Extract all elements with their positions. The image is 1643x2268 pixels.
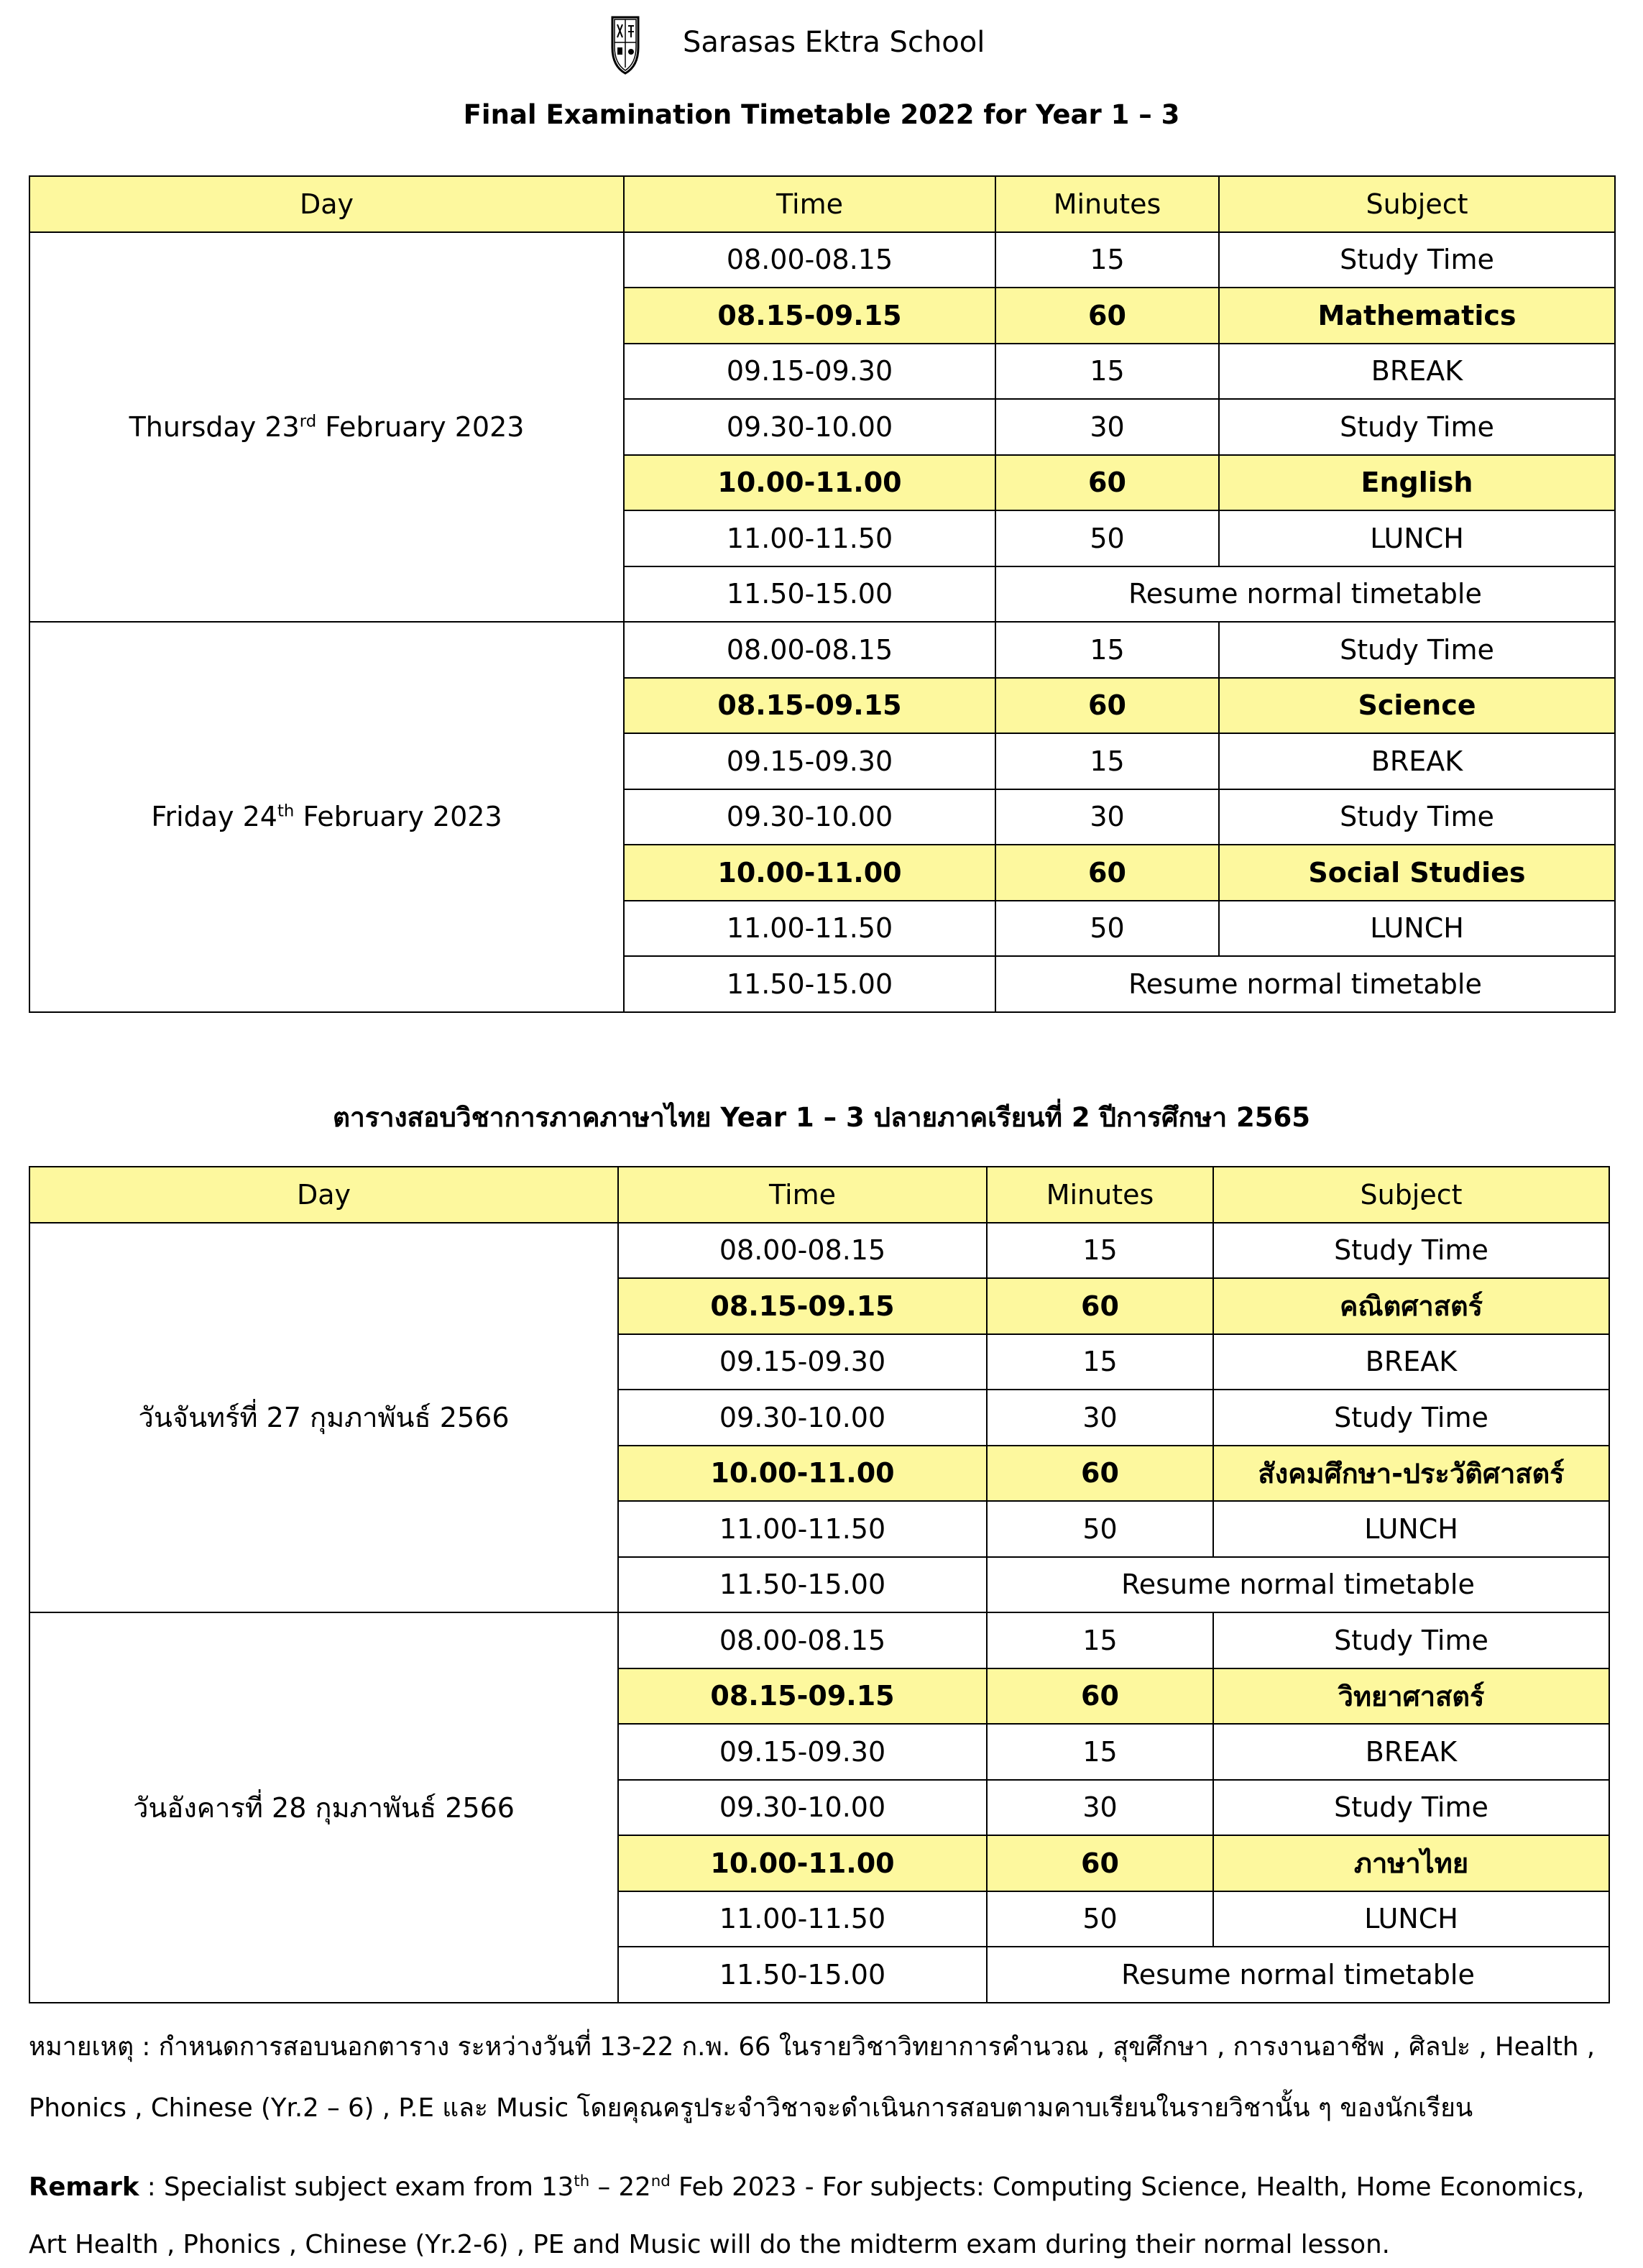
time-cell: 11.50-15.00 <box>624 566 995 623</box>
section-title-english: Final Examination Timetable 2022 for Year 1 – 3 <box>463 99 1180 130</box>
thai-note-line-2: Phonics , Chinese (Yr.2 – 6) , P.E และ Music โดยคุณครูประจำวิชาจะดำเนินการสอบตามคาบเรียนในรายวิชานั้น ๆ ของนักเรียน <box>29 2093 1473 2123</box>
table-header-row <box>29 176 1615 232</box>
minutes-cell: 60 <box>987 1278 1213 1334</box>
column-header-minutes: Minutes <box>987 1167 1213 1223</box>
minutes-cell: 15 <box>987 1223 1213 1279</box>
column-header-time: Time <box>618 1167 987 1223</box>
time-cell: 08.00-08.15 <box>618 1223 987 1279</box>
minutes-cell: 60 <box>995 288 1219 344</box>
column-header-subject: Subject <box>1213 1167 1609 1223</box>
minutes-cell: 15 <box>987 1612 1213 1668</box>
time-cell: 11.50-15.00 <box>618 1557 987 1613</box>
time-cell: 08.15-09.15 <box>618 1278 987 1334</box>
minutes-cell: 30 <box>987 1780 1213 1836</box>
minutes-cell: 15 <box>995 733 1219 789</box>
column-header-minutes: Minutes <box>995 176 1219 232</box>
minutes-cell: 15 <box>995 344 1219 400</box>
subject-cell: LUNCH <box>1213 1891 1609 1947</box>
time-cell: 09.15-09.30 <box>624 733 995 789</box>
subject-cell: BREAK <box>1219 733 1615 789</box>
exam-timetable-english <box>29 175 1616 1013</box>
minutes-cell: 60 <box>987 1446 1213 1502</box>
subject-cell: BREAK <box>1213 1724 1609 1780</box>
remark-label: Remark <box>29 2172 139 2202</box>
column-header-day: Day <box>29 1167 618 1223</box>
school-crest-icon <box>611 10 640 75</box>
subject-cell: BREAK <box>1213 1334 1609 1390</box>
subject-cell: Study Time <box>1213 1612 1609 1668</box>
day-cell: Friday 24th February 2023 <box>29 622 624 1012</box>
subject-cell: Study Time <box>1219 399 1615 455</box>
time-cell: 09.30-10.00 <box>618 1780 987 1836</box>
subject-cell: English <box>1219 455 1615 511</box>
column-header-day: Day <box>29 176 624 232</box>
time-cell: 08.15-09.15 <box>624 678 995 734</box>
time-cell: 11.00-11.50 <box>618 1501 987 1557</box>
remark-line-2: Art Health , Phonics , Chinese (Yr.2-6) , PE and Music will do the midterm exam during their normal lesson. <box>29 2230 1390 2259</box>
minutes-cell: 50 <box>995 901 1219 957</box>
minutes-cell: 60 <box>995 845 1219 901</box>
table-row <box>29 622 1615 678</box>
minutes-cell: 15 <box>987 1724 1213 1780</box>
time-cell: 08.00-08.15 <box>624 622 995 678</box>
resume-normal-cell: Resume normal timetable <box>995 566 1615 623</box>
day-cell: Thursday 23rd February 2023 <box>29 232 624 623</box>
minutes-cell: 60 <box>995 678 1219 734</box>
time-cell: 11.00-11.50 <box>624 510 995 566</box>
thai-note-line-1: หมายเหตุ : กำหนดการสอบนอกตาราง ระหว่างวันที่ 13-22 ก.พ. 66 ในรายวิชาวิทยาการคำนวณ , สุขศึกษา , การงานอาชีพ , ศิลปะ , Health , <box>29 2032 1596 2062</box>
day-cell: วันจันทร์ที่ 27 กุมภาพันธ์ 2566 <box>29 1223 618 1613</box>
time-cell: 10.00-11.00 <box>624 455 995 511</box>
time-cell: 10.00-11.00 <box>618 1446 987 1502</box>
subject-cell: BREAK <box>1219 344 1615 400</box>
section-title-thai: ตารางสอบวิชาการภาคภาษาไทย Year 1 – 3 ปลายภาคเรียนที่ 2 ปีการศึกษา 2565 <box>333 1102 1310 1133</box>
time-cell: 09.30-10.00 <box>618 1390 987 1446</box>
minutes-cell: 60 <box>987 1835 1213 1891</box>
subject-cell: LUNCH <box>1219 510 1615 566</box>
subject-cell: LUNCH <box>1219 901 1615 957</box>
minutes-cell: 15 <box>995 232 1219 288</box>
subject-cell: Study Time <box>1219 789 1615 845</box>
minutes-cell: 15 <box>995 622 1219 678</box>
time-cell: 09.15-09.30 <box>618 1724 987 1780</box>
subject-cell: Study Time <box>1213 1390 1609 1446</box>
time-cell: 09.30-10.00 <box>624 399 995 455</box>
minutes-cell: 60 <box>995 455 1219 511</box>
subject-cell: Study Time <box>1213 1780 1609 1836</box>
column-header-time: Time <box>624 176 995 232</box>
subject-cell: LUNCH <box>1213 1501 1609 1557</box>
time-cell: 09.15-09.30 <box>624 344 995 400</box>
subject-cell: Science <box>1219 678 1615 734</box>
time-cell: 11.50-15.00 <box>618 1947 987 2003</box>
time-cell: 09.15-09.30 <box>618 1334 987 1390</box>
table-row <box>29 1223 1609 1279</box>
time-cell: 09.30-10.00 <box>624 789 995 845</box>
school-name: Sarasas Ektra School <box>683 26 985 59</box>
exam-timetable-thai <box>29 1166 1610 2003</box>
time-cell: 08.00-08.15 <box>624 232 995 288</box>
time-cell: 10.00-11.00 <box>624 845 995 901</box>
time-cell: 11.00-11.50 <box>624 901 995 957</box>
resume-normal-cell: Resume normal timetable <box>987 1947 1609 2003</box>
subject-cell: ภาษาไทย <box>1213 1835 1609 1891</box>
resume-normal-cell: Resume normal timetable <box>995 956 1615 1012</box>
minutes-cell: 50 <box>995 510 1219 566</box>
table-header-row <box>29 1167 1609 1223</box>
minutes-cell: 30 <box>995 789 1219 845</box>
subject-cell: Study Time <box>1213 1223 1609 1279</box>
minutes-cell: 30 <box>995 399 1219 455</box>
table-row <box>29 1612 1609 1668</box>
minutes-cell: 50 <box>987 1891 1213 1947</box>
subject-cell: วิทยาศาสตร์ <box>1213 1668 1609 1725</box>
subject-cell: Mathematics <box>1219 288 1615 344</box>
minutes-cell: 15 <box>987 1334 1213 1390</box>
time-cell: 10.00-11.00 <box>618 1835 987 1891</box>
column-header-subject: Subject <box>1219 176 1615 232</box>
table-row <box>29 232 1615 288</box>
time-cell: 08.15-09.15 <box>618 1668 987 1725</box>
time-cell: 08.15-09.15 <box>624 288 995 344</box>
minutes-cell: 50 <box>987 1501 1213 1557</box>
minutes-cell: 60 <box>987 1668 1213 1725</box>
minutes-cell: 30 <box>987 1390 1213 1446</box>
subject-cell: Social Studies <box>1219 845 1615 901</box>
resume-normal-cell: Resume normal timetable <box>987 1557 1609 1613</box>
time-cell: 11.00-11.50 <box>618 1891 987 1947</box>
remark-line-1: Remark : Specialist subject exam from 13th – 22nd Feb 2023 - For subjects: Computing Science, Health, Home Economics, <box>29 2172 1585 2202</box>
time-cell: 11.50-15.00 <box>624 956 995 1012</box>
subject-cell: Study Time <box>1219 622 1615 678</box>
subject-cell: Study Time <box>1219 232 1615 288</box>
subject-cell: คณิตศาสตร์ <box>1213 1278 1609 1334</box>
subject-cell: สังคมศึกษา-ประวัติศาสตร์ <box>1213 1446 1609 1502</box>
day-cell: วันอังคารที่ 28 กุมภาพันธ์ 2566 <box>29 1612 618 2003</box>
time-cell: 08.00-08.15 <box>618 1612 987 1668</box>
page-header <box>0 10 1643 75</box>
